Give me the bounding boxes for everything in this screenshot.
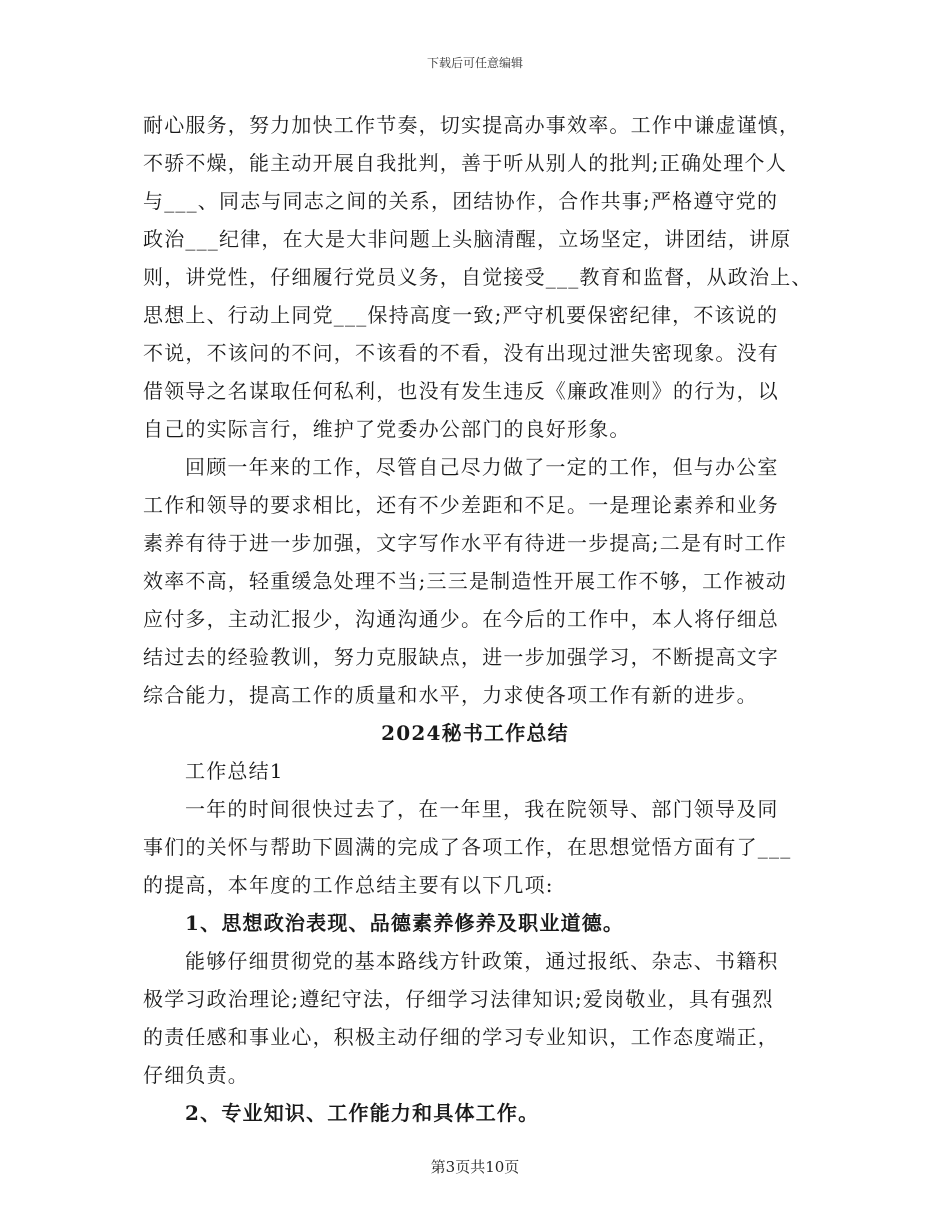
text-line: 不说，不该问的不问，不该看的不看，没有出现过泄失密现象。没有 [143,341,779,365]
section-subtitle: 工作总结1 [185,759,284,783]
text-line: 的提高，本年度的工作总结主要有以下几项: [143,873,554,897]
text-line: 与___、同志与同志之间的关系，团结协作，合作共事;严格遵守党的 [143,189,779,213]
text-line: 的责任感和事业心，积极主动仔细的学习专业知识，工作态度端正， [143,1025,779,1049]
text-line: 工作和领导的要求相比，还有不少差距和不足。一是理论素养和业务 [143,493,779,517]
text-line: 综合能力，提高工作的质量和水平，力求使各项工作有新的进步。 [143,683,758,707]
text-line: 不骄不燥，能主动开展自我批判，善于听从别人的批判;正确处理个人 [143,151,787,175]
text-line: 思想上、行动上同党___保持高度一致;严守机要保密纪律，不该说的 [143,303,779,327]
page-footer: 第3页共10页 [430,1158,520,1176]
text-line: 政治___纪律，在大是大非问题上头脑清醒，立场坚定，讲团结，讲原 [143,227,792,251]
text-line: 一年的时间很快过去了，在一年里，我在院领导、部门领导及同 [185,797,779,821]
text-line: 素养有待于进一步加强，文字写作水平有待进一步提高;二是有时工作 [143,531,787,555]
text-line: 能够仔细贯彻党的基本路线方针政策，通过报纸、杂志、书籍积 [185,949,779,973]
text-line: 仔细负责。 [143,1063,249,1087]
text-line: 耐心服务，努力加快工作节奏，切实提高办事效率。工作中谦虚谨慎， [143,113,801,137]
document-title: 2024秘书工作总结 [381,721,569,745]
text-line: 效率不高，轻重缓急处理不当;三三是制造性开展工作不够，工作被动 [143,569,787,593]
section-heading: 2、专业知识、工作能力和具体工作。 [185,1101,540,1125]
text-line: 自己的实际言行，维护了党委办公部门的良好形象。 [143,417,631,441]
text-line: 则，讲党性，仔细履行党员义务，自觉接受___教育和监督，从政治上、 [143,265,813,289]
text-line: 极学习政治理论;遵纪守法，仔细学习法律知识;爱岗敬业，具有强烈 [143,987,774,1011]
text-line: 结过去的经验教训，努力克服缺点，进一步加强学习，不断提高文字 [143,645,779,669]
text-line: 回顾一年来的工作，尽管自己尽力做了一定的工作，但与办公室 [185,455,779,479]
section-heading: 1、思想政治表现、品德素养修养及职业道德。 [185,911,625,935]
text-line: 应付多，主动汇报少，沟通沟通少。在今后的工作中，本人将仔细总 [143,607,779,631]
text-line: 事们的关怀与帮助下圆满的完成了各项工作，在思想觉悟方面有了___ [143,835,792,859]
text-line: 借领导之名谋取任何私利，也没有发生违反《廉政准则》的行为，以 [143,379,779,403]
page-header: 下载后可任意编辑 [426,56,523,70]
